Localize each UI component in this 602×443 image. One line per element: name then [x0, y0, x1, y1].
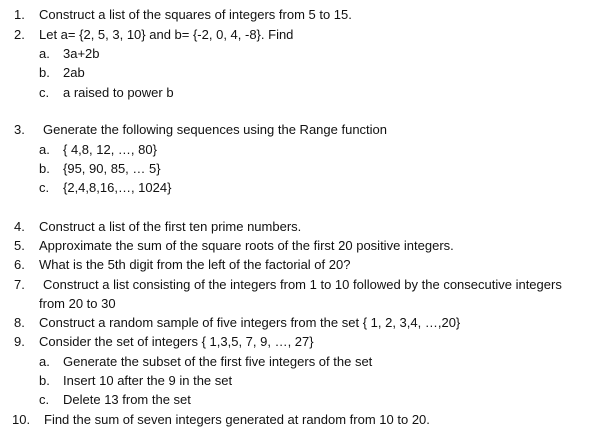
question-number: 8.	[14, 315, 25, 330]
question-text: Approximate the sum of the square roots of the first 20 positive integers.	[39, 238, 454, 253]
subitem-label: a.	[39, 142, 50, 157]
question-number: 5.	[14, 238, 25, 253]
subitem-label: a.	[39, 46, 50, 61]
question-text: Generate the following sequences using the Range function	[43, 122, 388, 137]
question-text: Consider the set of integers { 1,3,5, 7, 9, …, 27}	[39, 334, 314, 349]
subitem-text: { 4,8, 12, …, 80}	[63, 142, 157, 157]
subitem-label: a.	[39, 354, 50, 369]
question-text: Find the sum of seven integers generated at random from 10 to 20.	[44, 412, 430, 427]
question-text-continued: from 20 to 30	[39, 296, 116, 311]
subitem-text: {2,4,8,16,…, 1024}	[63, 180, 172, 195]
question-text: Construct a random sample of five integers from the set { 1, 2, 3,4, …,20}	[39, 315, 461, 330]
question-number: 9.	[14, 334, 25, 349]
subitem-text: Insert 10 after the 9 in the set	[63, 373, 233, 388]
question-number: 10.	[12, 412, 31, 427]
question-number: 4.	[14, 219, 25, 234]
subitem-label: b.	[39, 65, 50, 80]
question-text: Construct a list of the squares of integers from 5 to 15.	[39, 7, 352, 22]
subitem-text: Generate the subset of the first five integers of the set	[63, 354, 373, 369]
question-number: 2.	[14, 27, 25, 42]
question-text: What is the 5th digit from the left of the factorial of 20?	[39, 257, 351, 272]
question-text: Construct a list consisting of the integers from 1 to 10 followed by the consecutive integers	[43, 277, 562, 292]
subitem-label: b.	[39, 373, 50, 388]
subitem-text: {95, 90, 85, … 5}	[63, 161, 161, 176]
question-number: 6.	[14, 257, 25, 272]
subitem-text: 3a+2b	[63, 46, 100, 61]
question-number: 1.	[14, 7, 25, 22]
subitem-label: c.	[39, 392, 50, 407]
subitem-label: b.	[39, 161, 50, 176]
subitem-text: Delete 13 from the set	[63, 392, 191, 407]
subitem-text: a raised to power b	[63, 85, 174, 100]
question-text: Construct a list of the first ten prime numbers.	[39, 219, 302, 234]
question-number: 3.	[14, 122, 25, 137]
question-text: Let a= {2, 5, 3, 10} and b= {-2, 0, 4, -8}. Find	[39, 27, 294, 42]
question-number: 7.	[14, 277, 25, 292]
subitem-text: 2ab	[63, 65, 85, 80]
subitem-label: c.	[39, 180, 50, 195]
subitem-label: c.	[39, 85, 50, 100]
